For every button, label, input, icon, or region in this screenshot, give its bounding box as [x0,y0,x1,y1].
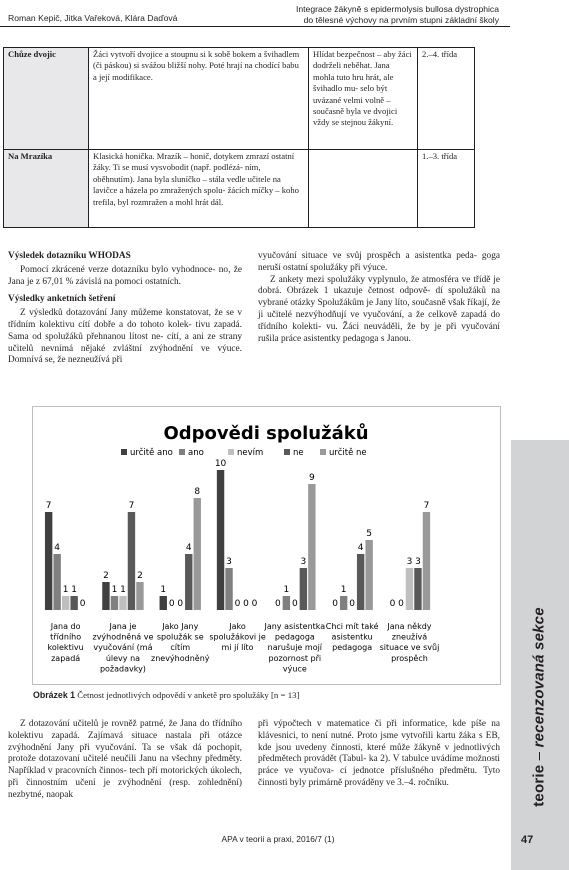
category-label-line: zneužívá [391,632,428,642]
category-label-line: vyučování (má [93,643,153,653]
bar [283,596,290,610]
category-label [263,622,325,673]
bar [423,512,430,610]
bar [194,498,201,610]
bar [128,512,135,610]
bar-value-label: 0 [349,599,356,609]
category-label-line: asistentku [331,632,373,642]
category-label-line: Jako [229,622,246,631]
bar-value-label: 2 [137,571,143,581]
activity-table [3,47,475,228]
bar-value-label: 5 [366,529,373,539]
bar-value-label: 0 [291,599,298,609]
category-label [380,622,440,663]
bar-value-label: 3 [406,557,413,567]
left-column [8,251,242,367]
bar [414,568,421,610]
bar-value-label: 3 [300,557,307,567]
table-cell-grade: 1.–3. třída [418,150,475,228]
paragraph: vyučování situace ve svůj prospěch a asistentka peda- goga neruší ostatní spolužáky při výuce. [258,251,500,273]
paragraph: Z dotazování učitelů je rovněž patrné, že Jana do třídního kolektivu zapadá. Zajímavá situace nastala při otázce zvýhodnění Jany při vyučování. Ta se však dá pochopit, protože dotazovaní učitelé neučili Janu na všechny předměty. Například v pracovních činnos- tech při motorických úkolech, při činnostním učení je zvýhodnění (resp. zohlednění) nezbytné, naopak [8,719,242,800]
category-label [209,622,266,652]
bar [45,512,52,610]
bar-value-label: 0 [274,599,281,609]
category-label-line: cítím [170,643,191,653]
category-label-line: úlevy na [105,653,141,663]
bar-value-label: 7 [45,501,52,511]
table-cell-name: Chůze dvojic [4,48,89,150]
section-heading-whodas: Výsledek dotazníku WHODAS [8,251,131,261]
bar [357,554,364,610]
category-label-line: pedagoga [274,632,315,642]
running-header-authors: Roman Kepič, Jitka Vařeková, Klára Daďová [8,13,178,23]
bar-value-label: 4 [185,543,192,553]
category-label-line: výuce [282,664,307,674]
bar [111,596,118,610]
category-label [93,622,154,673]
bottom-right-column [258,719,500,790]
bar-chart [33,407,500,684]
bar-value-label: 0 [234,599,241,609]
category-label [326,621,379,652]
category-label-line: zvýhodněná ve [92,632,154,642]
category-label [151,622,210,663]
bar [160,596,167,610]
bar [119,596,126,610]
category-label-line: třídního [50,632,82,642]
legend-swatch [320,449,326,455]
bar-value-label: 1 [120,585,126,595]
bar [62,596,69,610]
bar [102,582,109,610]
running-header-title [239,4,499,25]
bar-value-label: 4 [357,543,364,553]
category-label-line: znevýhodněný [151,653,210,663]
bar [340,596,347,610]
chart-bars [45,459,430,610]
category-label-line: Jako Jany [162,622,199,631]
bar-value-label: 1 [160,585,167,595]
figure-caption-label: Obrázek 1 [33,690,76,700]
paragraph: Z ankety mezi spolužáky vyplynulo, že atmosféra ve třídě je dobrá. Obrázek 1 ukazuje četnost odpově- dí spolužáků na vybrané otázky Spolužákům je Jany líto, současně však říkají, že ji učitelé nezvýhodňují ve vyučování, a že celkově zapadá do třídního kolekti- vu. Žáci neuváděli, že by je při vyučování rušila práce asistentky pedagoga s Janou. [258,274,500,344]
bar [406,568,413,610]
paragraph: Pomocí zkrácené verze dotazníku bylo vyhodnoce- no, že Jana je z 67,01 % závislá na pomoci ostatních. [8,264,242,287]
bar-value-label: 1 [62,585,69,595]
table-row [4,150,475,228]
header-rule [0,26,510,27]
bar-value-label: 1 [111,585,118,595]
category-label-line: Chci mít také [325,622,379,631]
category-label-line: mi jí líto [221,643,254,653]
chart-category-labels [48,621,440,673]
category-label-line: spolužák se [156,632,204,642]
table-cell-description: Žáci vytvoří dvojice a stoupnu si k sobě bokem a švihadlem (či páskou) si svážou bližší nohy. Poté hrají na chodící babu a její modifikace. [89,48,309,150]
table-cell-note: Hlídat bezpečnost – aby žáci dodrželi neběhat. Jana mohla tuto hru hrát, ale švihadlo mu- selo být uvázané velmi volně – současně byla ve dvojici vždy se stejnou žákyní. [309,48,418,150]
chart-legend [121,447,367,458]
bar-value-label: 0 [251,599,258,609]
footer-journal: APA v teorii a praxi, 2016/7 (1) [221,834,335,844]
category-label [48,622,84,663]
bar-value-label: 8 [194,487,201,497]
bar-value-label: 1 [340,585,347,595]
bar-value-label: 0 [79,599,86,609]
bar-value-label: 7 [423,501,430,511]
legend-label: určitě ano [130,448,173,458]
bar [70,596,77,610]
table-cell-name: Na Mrazíka [4,150,89,228]
bar-value-label: 10 [214,459,227,469]
legend-swatch [228,449,234,455]
bar [53,554,60,610]
category-label-line: požadavky) [99,664,146,674]
chart-title: Odpovědi spolužáků [163,423,369,444]
page-number: 47 [521,834,534,846]
category-label-line: kolektivu [47,643,84,653]
category-label-line: Jana do [50,622,81,631]
figure-caption-text: Četnost jednotlivých odpovědí v anketě pro spolužáky [n = 13] [77,690,300,700]
bar-value-label: 0 [332,599,339,609]
category-label-line: Jany asistentka [264,622,326,631]
running-header-title-line2: do tělesné výchovy na prvním stupni základní školy [303,14,499,25]
table-cell-description: Klasická honička. Mrazík – honič, dotykem zmrazí ostatní žáky. Ti se musí vysvobodit (např. podlézá- ním, oběhnutím). Jana byla sluníčko – stála vedle učitele na lavičce a házela po zmražených spolu- žácích míčky – koho trefila, byl rozmražen a mohl hrát dál. [89,150,309,228]
bar-value-label: 7 [128,501,135,511]
legend-label: ne [293,448,304,458]
category-label-line: zapadá [51,653,81,663]
bar-value-label: 0 [243,599,249,609]
running-header-title-line1: Integrace žákyně s epidermolysis bullosa dystrophica [295,4,499,14]
category-label-line: situace ve svůj [379,643,440,653]
bar-value-label: 9 [308,473,315,483]
table-cell-grade: 2.–4. třída [418,48,475,150]
bar-value-label: 1 [71,585,78,595]
bar [300,568,307,610]
paragraph: při výpočtech v matematice či při informatice, kde píše na klávesnici, to není nutné. Proto jsme vytvořili kartu žáka s EB, kde jsou uvedeny činnosti, které může žákyně v jednotlivých předmětech provádět (Tabul- ka 2). V tabulce uvádíme možnosti práce ve vyučova- cí jednotce příslušného předmětu. Tyto činnosti byly primárně prováděny ve 3.–4. ročníku. [258,719,500,788]
right-column [258,251,500,345]
table-cell-note [309,150,418,228]
bar [136,582,143,610]
bar-value-label: 0 [168,599,175,609]
bar-value-label: 2 [103,571,109,581]
bar-value-label: 4 [54,543,61,553]
bar [365,540,372,610]
legend-label: určitě ne [329,448,367,458]
figure-caption [33,690,299,700]
bar-value-label: 0 [177,599,184,609]
bar [308,484,315,610]
bar [217,470,224,610]
bar [225,568,232,610]
category-label-line: pozornost při [268,653,322,663]
category-label-line: prospěch [391,653,428,663]
bar-value-label: 0 [389,599,396,609]
side-label-reviewed: recenzovaná sekce [530,607,548,748]
table-row [4,48,475,150]
legend-swatch [179,449,185,455]
bar-value-label: 3 [226,557,232,567]
category-label-line: Jana je [109,622,137,631]
section-side-label [531,607,548,807]
section-heading-survey: Výsledky anketních šetření [8,294,116,305]
side-label-theory: teorie [530,764,548,807]
bottom-left-column [8,719,242,802]
legend-swatch [284,449,290,455]
figure-chart [32,406,501,685]
paragraph: Z výsledků dotazování Jany můžeme konstatovat, že se v třídním kolektivu cítí dobře a do tohoto kolek- tivu zapadá. Sama od spolužáků přehnanou lítost ne- cítí, a ani ze strany učitelů nevnímá nějaké zvláštní zvýhodnění ve výuce. Domnívá se, že nezneužívá při [8,308,242,366]
legend-label: nevím [237,448,264,458]
bar-value-label: 3 [415,557,421,567]
category-label-line: Jana někdy [387,622,432,631]
category-label-line: pedagoga [332,643,373,653]
side-label-dash: – [530,747,548,765]
legend-label: ano [188,448,204,458]
bar-value-label: 0 [398,599,404,609]
bar-value-label: 1 [283,585,290,595]
category-label-line: spolužákovi je [209,632,266,642]
category-label-line: narušuje mojí [267,643,323,653]
bar [185,554,192,610]
legend-swatch [121,449,127,455]
